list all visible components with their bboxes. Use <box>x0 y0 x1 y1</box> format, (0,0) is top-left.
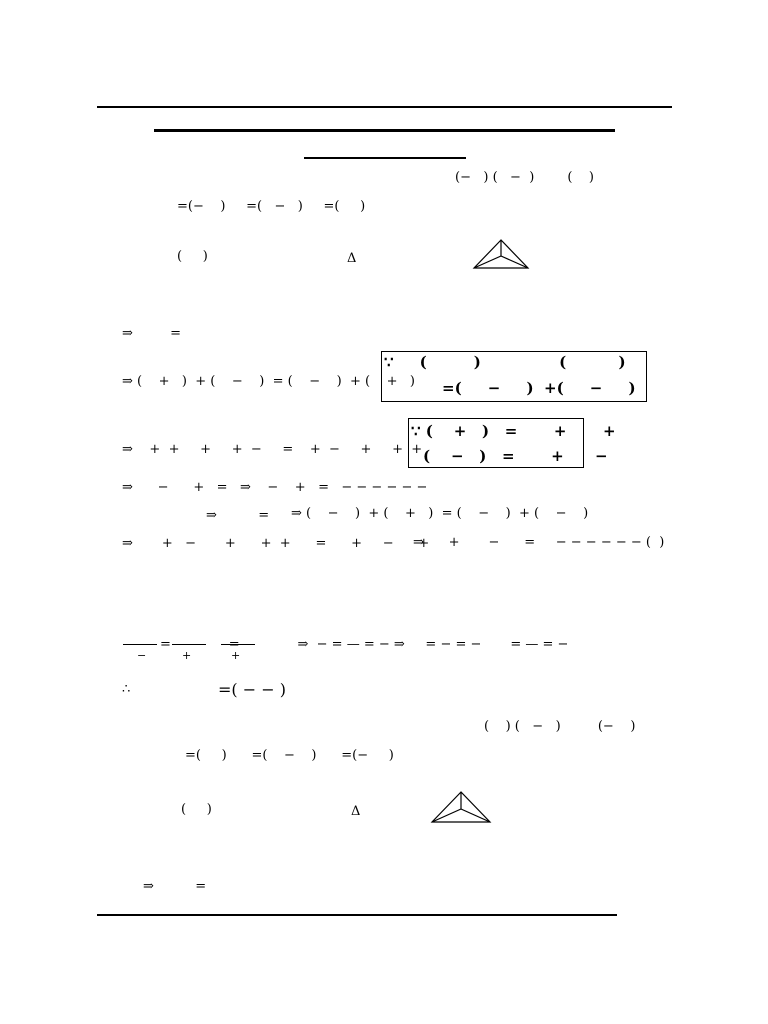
expression-line-1: (− ) ( − ) ( ) <box>455 170 594 185</box>
expression-line-6: ⇒ + + + + − = + − + + + <box>122 442 423 457</box>
box2-line-2: ( − ) = + − <box>423 447 608 465</box>
expression-line-5: ⇒ ( + ) + ( − ) = ( − ) + ( + ) <box>122 374 416 389</box>
delta-symbol-1: Δ <box>347 251 357 266</box>
box2-line-1: ∵ ( + ) = + + <box>411 422 616 440</box>
fraction-denominator-1: − <box>137 649 147 662</box>
expression-line-4: ⇒ = <box>122 326 181 341</box>
expression-line-2: =(− ) =( − ) =( ) <box>177 199 366 214</box>
bottom-rule <box>97 914 617 916</box>
box1-line-1: ∵ ( ) ( ) <box>384 353 626 371</box>
expression-line-9b: ⇒ + − = − − − − − − ( ) <box>413 535 665 550</box>
box1-line-2: =( − ) +( − ) <box>442 379 636 397</box>
expression-line-9a: ⇒ + − + + + = + − + <box>122 536 430 551</box>
fraction-row: = = ⇒ − = — = − ⇒ = − = − = — = − <box>160 637 569 652</box>
title-rule <box>154 129 615 132</box>
top-rule <box>97 106 672 108</box>
triangle-figure-1 <box>472 238 530 270</box>
expression-line-3a: ( ) <box>177 249 208 264</box>
parenthesized-expression: =( − − ) <box>218 680 286 699</box>
expression-line-8a: ⇒ = <box>206 508 270 523</box>
therefore-symbol: ∴ <box>122 682 131 697</box>
delta-symbol-2: Δ <box>351 804 361 819</box>
expression-line-10: ( ) ( − ) (− ) <box>484 719 636 734</box>
expression-line-11: =( ) =( − ) =(− ) <box>185 748 394 763</box>
fraction-denominator-3: + <box>231 649 241 662</box>
expression-line-13: ⇒ = <box>143 879 207 894</box>
expression-line-12a: ( ) <box>181 802 212 817</box>
expression-line-8b: ⇒ ( − ) + ( + ) = ( − ) + ( − ) <box>291 506 589 521</box>
triangle-figure-2 <box>430 790 492 824</box>
fraction-denominator-2: + <box>182 649 192 662</box>
expression-line-7: ⇒ − + = ⇒ − + = − − − − − − <box>122 480 428 495</box>
subtitle-rule <box>304 157 466 159</box>
fraction-bar-1 <box>123 644 157 645</box>
